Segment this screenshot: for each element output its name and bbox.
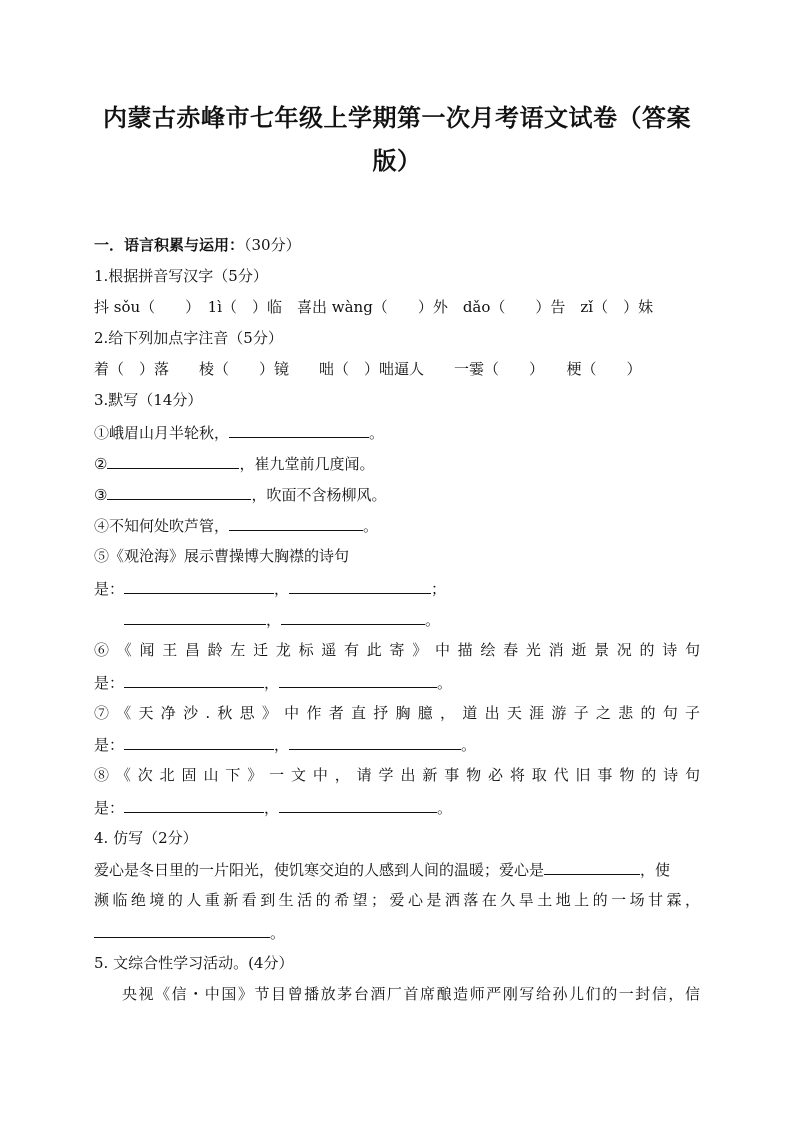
comma: ， [264, 674, 280, 692]
q3-item-6-prompt: ⑥《闻王昌龄左迁龙标遥有此寄》中描绘春光消逝景况的诗句 [94, 641, 700, 659]
q3-label: 3.默写（14分） [94, 391, 203, 409]
answer-blank[interactable] [229, 422, 369, 438]
q5-label: 5. 文综合性学习活动。(4分） [94, 954, 294, 972]
q3-item-6-answer [94, 672, 700, 693]
q3-item-2-text: ，崔九堂前几度闻。 [239, 455, 375, 473]
semicolon: ； [431, 580, 447, 598]
section-title: 一．语言积累与运用： [94, 236, 245, 254]
q2-text: 着（ ）落 棱（ ）镜 咄（ ）咄逼人 一霎（ ） 梗（ ） [94, 360, 642, 378]
q3-item-5-shi: 是： [94, 580, 125, 598]
answer-blank[interactable] [281, 609, 425, 625]
q1-label: 1.根据拼音写汉字（5分） [94, 267, 268, 285]
page-title [94, 96, 700, 182]
answer-blank[interactable] [544, 859, 640, 875]
q3-item-8-shi: 是： [94, 799, 125, 817]
answer-blank[interactable] [289, 578, 431, 594]
q3-item-3 [94, 484, 700, 505]
period: 。 [425, 611, 441, 629]
answer-blank[interactable] [124, 578, 274, 594]
comma: ， [274, 580, 290, 598]
answer-blank[interactable] [229, 515, 363, 531]
answer-blank[interactable] [279, 672, 437, 688]
title-line-2: 版） [372, 146, 422, 175]
q4-line-1-text: 爱心是冬日里的一片阳光，使饥寒交迫的人感到人间的温暖；爱心是 [94, 861, 545, 879]
answer-blank[interactable] [94, 922, 270, 938]
q3-item-2-num: ② [94, 455, 108, 473]
period: 。 [461, 736, 477, 754]
answer-blank[interactable] [289, 734, 461, 750]
comma: ， [264, 799, 280, 817]
q3-item-3-text: ，吹面不含杨柳风。 [251, 486, 387, 504]
q4-line-1 [94, 859, 700, 880]
q4-line-1-end: ，使 [640, 861, 671, 879]
answer-blank[interactable] [124, 734, 274, 750]
answer-blank[interactable] [107, 484, 251, 500]
q3-item-4-text: ④不知何处吹芦管， [94, 517, 230, 535]
q3-item-8-answer [94, 797, 700, 818]
answer-blank[interactable] [124, 672, 264, 688]
q3-item-7-answer [94, 734, 700, 755]
q3-item-5-answer-2 [94, 609, 700, 630]
q3-item-1-text: ①峨眉山月半轮秋， [94, 424, 230, 442]
q4-line-3 [94, 922, 700, 943]
period: 。 [437, 674, 453, 692]
section-heading [94, 235, 700, 255]
q3-item-7-prompt: ⑦《天净沙.秋思》中作者直抒胸臆，道出天涯游子之悲的句子 [94, 704, 700, 722]
q3-item-1 [94, 422, 700, 443]
q3-item-8-prompt: ⑧《次北固山下》一文中，请学出新事物必将取代旧事物的诗句 [94, 766, 700, 784]
q3-item-4-end: 。 [363, 517, 379, 535]
q4-line-2: 濒临绝境的人重新看到生活的希望；爱心是洒落在久旱土地上的一场甘霖， [94, 891, 700, 909]
answer-blank[interactable] [124, 797, 264, 813]
q5-text: 央视《信・中国》节目曾播放茅台酒厂首席酿造师严刚写给孙儿们的一封信，信 [122, 985, 700, 1003]
q3-item-7-shi: 是： [94, 736, 125, 754]
q3-item-6-shi: 是： [94, 674, 125, 692]
q3-item-2 [94, 453, 700, 474]
period: 。 [270, 924, 286, 942]
answer-blank[interactable] [124, 609, 266, 625]
q1-text: 抖 sǒu（ ） 1ì（ ）临 喜出 wàng（ ）外 dǎo（ ）告 zǐ（ ）妹 [94, 298, 654, 316]
comma: ， [266, 611, 282, 629]
q4-label: 4. 仿写（2分） [94, 829, 198, 847]
answer-blank[interactable] [279, 797, 437, 813]
answer-blank[interactable] [107, 453, 239, 469]
q3-item-4 [94, 515, 700, 536]
q3-item-5-prompt: ⑤《观沧海》展示曹操博大胸襟的诗句 [94, 547, 350, 565]
q3-item-3-num: ③ [94, 486, 108, 504]
q2-label: 2.给下列加点字注音（5分） [94, 329, 283, 347]
period: 。 [437, 799, 453, 817]
comma: ， [274, 736, 290, 754]
q3-item-5-answer-1 [94, 578, 700, 599]
q3-item-1-end: 。 [369, 424, 385, 442]
title-line-1: 内蒙古赤峰市七年级上学期第一次月考语文试卷（答案 [103, 103, 691, 132]
section-score: （30分） [244, 236, 301, 254]
